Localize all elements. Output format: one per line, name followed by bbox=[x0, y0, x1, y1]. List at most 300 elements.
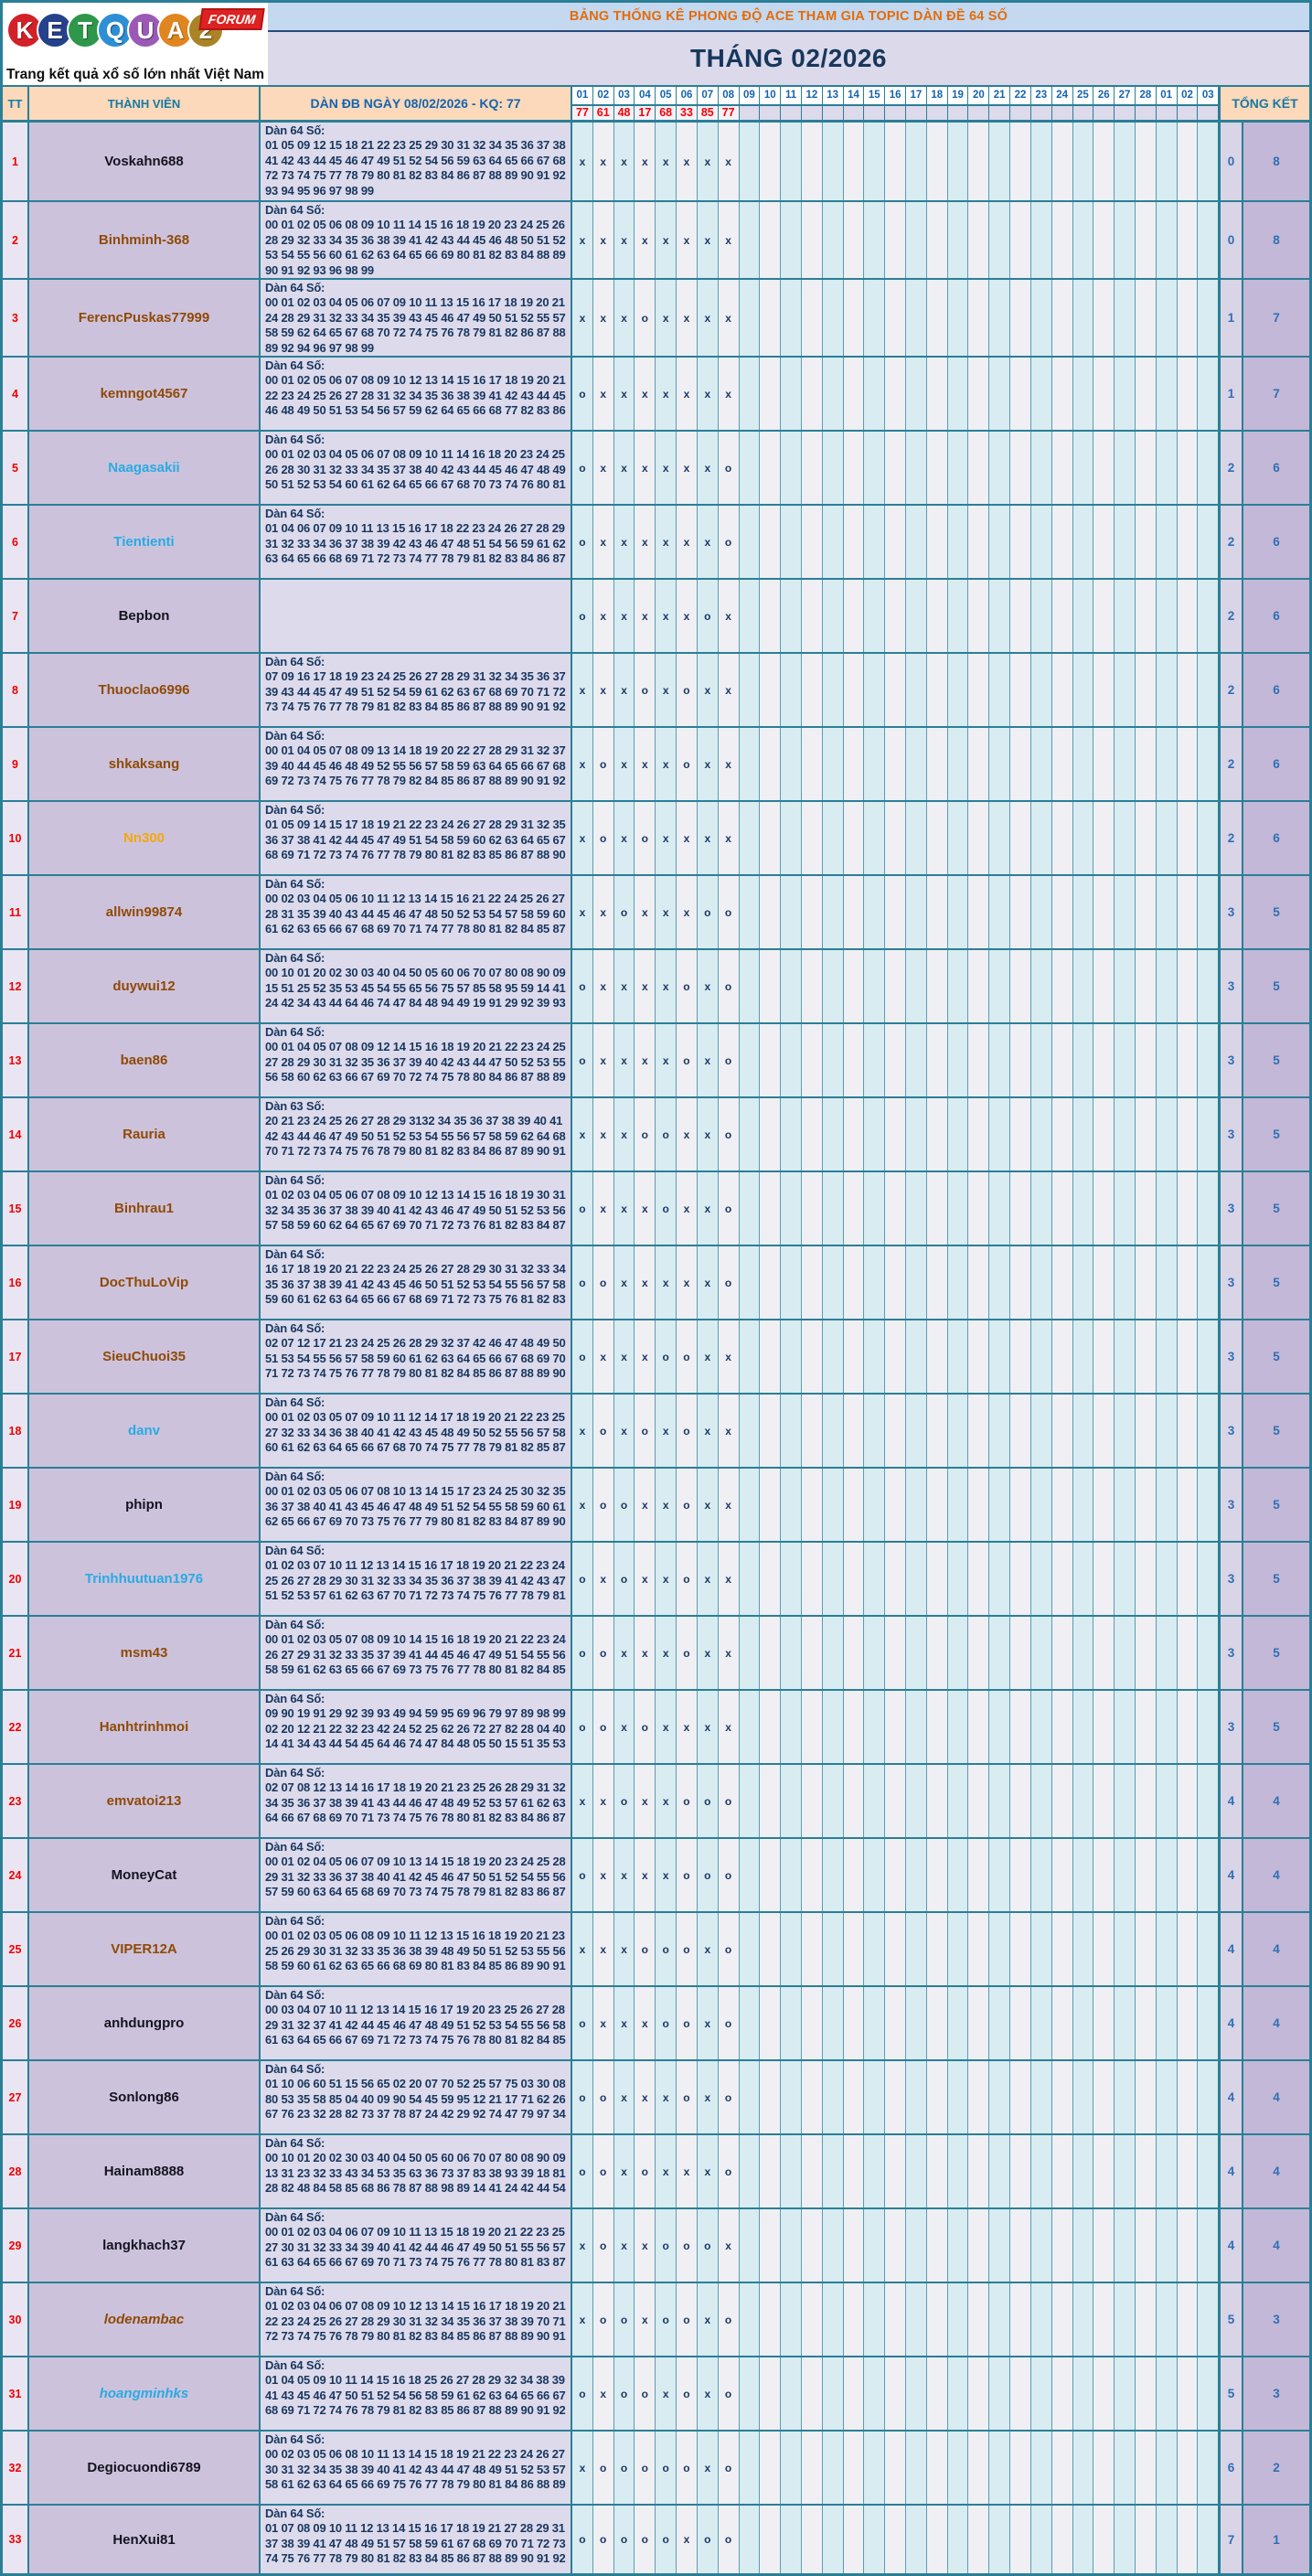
day-mark-cell bbox=[947, 2135, 968, 2207]
day-mark-cell bbox=[822, 1617, 843, 1689]
day-mark-cell bbox=[926, 1617, 947, 1689]
day-mark-cell bbox=[1009, 123, 1030, 200]
summary-hit-count: 4 bbox=[1242, 1839, 1309, 1911]
day-mark-cell bbox=[1009, 1839, 1030, 1911]
day-mark-cell: x bbox=[634, 1320, 655, 1393]
day-mark-cell: x bbox=[718, 202, 739, 278]
day-mark-cell: o bbox=[592, 2061, 613, 2133]
day-mark-cell bbox=[1156, 1913, 1177, 1985]
number-set bbox=[259, 2209, 571, 2282]
day-mark-cell bbox=[1135, 1098, 1156, 1170]
day-mark-cell: o bbox=[572, 506, 592, 578]
day-mark-cell: x bbox=[655, 1691, 676, 1763]
day-mark-cell bbox=[1072, 2432, 1093, 2504]
day-mark-cell bbox=[1135, 1913, 1156, 1985]
day-mark-cell: o bbox=[613, 1765, 635, 1837]
summary-miss-count: 3 bbox=[1218, 1320, 1242, 1393]
day-mark-cell: x bbox=[697, 950, 718, 1022]
number-set bbox=[259, 1024, 571, 1096]
day-mark-cell: x bbox=[718, 358, 739, 430]
summary-miss-count: 3 bbox=[1218, 1395, 1242, 1467]
day-mark-cell bbox=[801, 1320, 822, 1393]
day-result-value: 68 bbox=[655, 106, 676, 120]
result-row bbox=[572, 104, 1218, 120]
day-mark-cell bbox=[1093, 728, 1114, 800]
day-mark-cell bbox=[780, 2061, 801, 2133]
day-mark-cell bbox=[947, 1172, 968, 1245]
day-mark-cell bbox=[843, 123, 864, 200]
day-mark-cell bbox=[1030, 1320, 1051, 1393]
day-marks bbox=[571, 2283, 1218, 2356]
day-mark-cell bbox=[1197, 2432, 1218, 2504]
number-line: 22 23 24 25 26 27 28 31 32 34 35 36 38 39 41 42 43 44 45 bbox=[265, 388, 566, 402]
day-mark-cell: x bbox=[676, 580, 697, 652]
day-mark-cell: x bbox=[697, 1617, 718, 1689]
day-mark-cell bbox=[905, 2506, 926, 2573]
day-mark-cell bbox=[1030, 280, 1051, 356]
day-mark-cell: o bbox=[592, 1691, 613, 1763]
day-mark-cell bbox=[759, 123, 780, 200]
day-mark-cell bbox=[1051, 654, 1072, 726]
day-marks bbox=[571, 1691, 1218, 1763]
day-mark-cell bbox=[801, 358, 822, 430]
day-mark-cell bbox=[1093, 580, 1114, 652]
number-set-label: Dàn 64 Số: bbox=[265, 203, 325, 217]
day-mark-cell: o bbox=[655, 1320, 676, 1393]
day-mark-cell bbox=[1030, 1098, 1051, 1170]
day-result-value bbox=[905, 106, 926, 120]
summary-hit-count: 4 bbox=[1242, 2209, 1309, 2282]
day-result-value bbox=[967, 106, 988, 120]
number-line: 00 10 01 20 02 30 03 40 04 50 05 60 06 70 07 80 08 90 09 bbox=[265, 2151, 566, 2165]
day-mark-cell bbox=[884, 728, 905, 800]
day-mark-cell bbox=[801, 2506, 822, 2573]
number-line: 57 58 59 60 62 64 65 67 69 70 71 72 73 76 81 82 83 84 87 bbox=[265, 1218, 566, 1233]
number-set-label: Dàn 64 Số: bbox=[265, 655, 325, 668]
day-mark-cell bbox=[801, 1098, 822, 1170]
day-mark-cell: o bbox=[676, 1913, 697, 1985]
number-line: 63 64 65 66 68 69 71 72 73 74 77 78 79 81 82 83 84 86 87 bbox=[265, 551, 566, 566]
day-mark-cell: x bbox=[572, 2283, 592, 2356]
day-mark-cell bbox=[1135, 1395, 1156, 1467]
day-mark-cell bbox=[1135, 802, 1156, 874]
day-mark-cell: o bbox=[572, 358, 592, 430]
day-mark-cell bbox=[1093, 2061, 1114, 2133]
day-mark-cell bbox=[863, 2061, 884, 2133]
day-mark-cell bbox=[988, 2135, 1009, 2207]
day-mark-cell bbox=[1114, 876, 1135, 948]
summary-hit-count: 6 bbox=[1242, 506, 1309, 578]
day-mark-cell: x bbox=[613, 2135, 635, 2207]
summary-miss-count: 2 bbox=[1218, 802, 1242, 874]
day-mark-cell bbox=[1177, 2357, 1198, 2430]
day-mark-cell: x bbox=[572, 280, 592, 356]
day-mark-cell bbox=[1156, 1543, 1177, 1615]
number-set-label: Dàn 64 Số: bbox=[265, 2284, 325, 2298]
summary-miss-count: 5 bbox=[1218, 2357, 1242, 2430]
day-mark-cell: x bbox=[592, 202, 613, 278]
day-mark-cell bbox=[759, 2061, 780, 2133]
day-mark-cell bbox=[1093, 876, 1114, 948]
day-mark-cell bbox=[1156, 2209, 1177, 2282]
day-mark-cell: x bbox=[634, 123, 655, 200]
summary-miss-count: 4 bbox=[1218, 1765, 1242, 1837]
day-mark-cell: x bbox=[634, 2061, 655, 2133]
day-mark-cell bbox=[1114, 506, 1135, 578]
day-mark-cell bbox=[1114, 2432, 1135, 2504]
day-mark-cell bbox=[905, 2209, 926, 2282]
day-mark-cell bbox=[926, 1246, 947, 1319]
day-mark-cell bbox=[1135, 123, 1156, 200]
day-mark-cell: x bbox=[697, 2357, 718, 2430]
day-mark-cell bbox=[1177, 580, 1198, 652]
table-row bbox=[3, 874, 1309, 948]
day-mark-cell bbox=[1197, 358, 1218, 430]
day-mark-cell bbox=[1156, 2432, 1177, 2504]
day-mark-cell bbox=[1197, 432, 1218, 504]
day-mark-cell bbox=[884, 1543, 905, 1615]
day-mark-cell bbox=[1135, 654, 1156, 726]
day-result-value bbox=[780, 106, 801, 120]
day-mark-cell: o bbox=[592, 2135, 613, 2207]
day-mark-cell bbox=[1030, 2135, 1051, 2207]
day-mark-cell bbox=[1030, 1246, 1051, 1319]
day-result-value bbox=[947, 106, 968, 120]
number-set-label: Dàn 64 Số: bbox=[265, 729, 325, 743]
day-column-label: 19 bbox=[947, 87, 968, 104]
day-mark-cell bbox=[843, 876, 864, 948]
day-mark-cell bbox=[1156, 2135, 1177, 2207]
number-line: 00 01 02 03 05 07 08 09 10 14 15 16 18 19 20 21 22 23 24 bbox=[265, 1632, 566, 1647]
day-mark-cell bbox=[863, 728, 884, 800]
day-mark-cell: x bbox=[676, 1691, 697, 1763]
day-mark-cell bbox=[780, 1024, 801, 1096]
day-mark-cell bbox=[1197, 1172, 1218, 1245]
day-mark-cell: x bbox=[697, 1320, 718, 1393]
member-name: msm43 bbox=[27, 1617, 259, 1689]
day-mark-cell: o bbox=[572, 1617, 592, 1689]
day-mark-cell bbox=[843, 1469, 864, 1541]
day-mark-cell bbox=[801, 802, 822, 874]
day-mark-cell bbox=[905, 950, 926, 1022]
day-mark-cell bbox=[759, 728, 780, 800]
day-mark-cell: x bbox=[718, 802, 739, 874]
day-mark-cell bbox=[1177, 1395, 1198, 1467]
day-mark-cell bbox=[1009, 1395, 1030, 1467]
day-marks bbox=[571, 876, 1218, 948]
table-row bbox=[3, 430, 1309, 504]
summary-miss-count: 3 bbox=[1218, 1543, 1242, 1615]
day-mark-cell: o bbox=[676, 1024, 697, 1096]
row-number: 16 bbox=[3, 1246, 27, 1319]
day-mark-cell: x bbox=[676, 2135, 697, 2207]
number-set-label: Dàn 64 Số: bbox=[265, 2432, 325, 2446]
day-mark-cell bbox=[1114, 280, 1135, 356]
day-column-label: 04 bbox=[634, 87, 655, 104]
col-header-tt: TT bbox=[3, 87, 27, 120]
day-mark-cell: x bbox=[634, 950, 655, 1022]
summary-miss-count: 2 bbox=[1218, 728, 1242, 800]
day-mark-cell bbox=[1177, 2135, 1198, 2207]
day-mark-cell bbox=[988, 2357, 1009, 2430]
day-mark-cell bbox=[1051, 1617, 1072, 1689]
day-mark-cell: x bbox=[655, 1024, 676, 1096]
day-mark-cell bbox=[1135, 1320, 1156, 1393]
day-mark-cell bbox=[947, 1024, 968, 1096]
number-line: 00 01 02 04 05 06 07 09 10 13 14 15 18 19 20 23 24 25 28 bbox=[265, 1855, 566, 1869]
summary-hit-count: 3 bbox=[1242, 2357, 1309, 2430]
day-mark-cell bbox=[801, 1765, 822, 1837]
day-mark-cell bbox=[801, 2061, 822, 2133]
day-mark-cell bbox=[863, 123, 884, 200]
day-mark-cell bbox=[967, 1024, 988, 1096]
day-mark-cell: o bbox=[676, 1320, 697, 1393]
day-mark-cell bbox=[739, 1024, 760, 1096]
table-row bbox=[3, 278, 1309, 356]
logo-letter: T bbox=[67, 12, 103, 48]
day-mark-cell bbox=[988, 728, 1009, 800]
day-mark-cell bbox=[905, 2357, 926, 2430]
day-mark-cell bbox=[822, 1987, 843, 2059]
table-row bbox=[3, 1689, 1309, 1763]
table-row bbox=[3, 123, 1309, 200]
day-mark-cell bbox=[1197, 506, 1218, 578]
day-mark-cell bbox=[1177, 1172, 1198, 1245]
day-mark-cell bbox=[905, 2061, 926, 2133]
day-mark-cell bbox=[947, 1913, 968, 1985]
day-mark-cell bbox=[1009, 580, 1030, 652]
day-mark-cell bbox=[926, 950, 947, 1022]
day-mark-cell bbox=[905, 1543, 926, 1615]
day-mark-cell bbox=[988, 2506, 1009, 2573]
day-mark-cell bbox=[822, 1839, 843, 1911]
day-result-value bbox=[863, 106, 884, 120]
number-set-label: Dàn 64 Số: bbox=[265, 123, 325, 137]
day-mark-cell: o bbox=[718, 950, 739, 1022]
day-column-label: 08 bbox=[718, 87, 739, 104]
number-line: 01 02 03 07 10 11 12 13 14 15 16 17 18 19 20 21 22 23 24 bbox=[265, 1558, 565, 1573]
day-mark-cell bbox=[947, 802, 968, 874]
day-mark-cell bbox=[1114, 580, 1135, 652]
day-mark-cell bbox=[739, 1320, 760, 1393]
day-mark-cell bbox=[1177, 654, 1198, 726]
day-mark-cell: o bbox=[634, 1691, 655, 1763]
day-mark-cell bbox=[1072, 2283, 1093, 2356]
day-mark-cell bbox=[822, 654, 843, 726]
day-marks bbox=[571, 1172, 1218, 1245]
day-mark-cell bbox=[1177, 1839, 1198, 1911]
day-mark-cell bbox=[1030, 123, 1051, 200]
day-mark-cell bbox=[1051, 876, 1072, 948]
day-mark-cell bbox=[759, 1320, 780, 1393]
row-number: 14 bbox=[3, 1098, 27, 1170]
day-mark-cell: x bbox=[634, 432, 655, 504]
day-mark-cell bbox=[1030, 1395, 1051, 1467]
day-mark-cell bbox=[822, 1469, 843, 1541]
day-mark-cell bbox=[822, 1098, 843, 1170]
day-mark-cell bbox=[780, 802, 801, 874]
day-mark-cell bbox=[780, 1098, 801, 1170]
number-set bbox=[259, 876, 571, 948]
day-mark-cell bbox=[1114, 1098, 1135, 1170]
day-mark-cell bbox=[759, 950, 780, 1022]
day-mark-cell bbox=[863, 1617, 884, 1689]
table-row bbox=[3, 2356, 1309, 2430]
number-line: 67 76 23 32 28 82 73 37 78 87 24 42 29 92 74 47 79 97 34 bbox=[265, 2107, 566, 2122]
day-mark-cell: o bbox=[718, 2506, 739, 2573]
day-result-value: 17 bbox=[634, 106, 655, 120]
day-mark-cell: x bbox=[592, 1987, 613, 2059]
day-mark-cell bbox=[1072, 1543, 1093, 1615]
member-name: FerencPuskas77999 bbox=[27, 280, 259, 356]
day-mark-cell bbox=[1177, 1617, 1198, 1689]
day-mark-cell: x bbox=[718, 728, 739, 800]
day-marks bbox=[571, 1246, 1218, 1319]
day-mark-cell bbox=[843, 1839, 864, 1911]
table-row bbox=[3, 2430, 1309, 2504]
day-mark-cell: o bbox=[676, 654, 697, 726]
day-mark-cell bbox=[1093, 1543, 1114, 1615]
day-mark-cell: x bbox=[634, 2283, 655, 2356]
summary-hit-count: 5 bbox=[1242, 1617, 1309, 1689]
day-mark-cell bbox=[1156, 950, 1177, 1022]
row-number: 33 bbox=[3, 2506, 27, 2573]
day-mark-cell: x bbox=[613, 1691, 635, 1763]
member-name: HenXui81 bbox=[27, 2506, 259, 2573]
day-mark-cell bbox=[988, 1172, 1009, 1245]
day-mark-cell: x bbox=[592, 1839, 613, 1911]
day-mark-cell bbox=[780, 506, 801, 578]
day-mark-cell bbox=[1072, 950, 1093, 1022]
day-result-value bbox=[988, 106, 1009, 120]
summary-hit-count: 8 bbox=[1242, 123, 1309, 200]
day-mark-cell bbox=[1009, 654, 1030, 726]
day-mark-cell: o bbox=[676, 1839, 697, 1911]
day-mark-cell bbox=[863, 1543, 884, 1615]
summary-hit-count: 4 bbox=[1242, 1913, 1309, 1985]
day-result-value bbox=[1177, 106, 1198, 120]
number-set bbox=[259, 1098, 571, 1170]
day-marks bbox=[571, 1543, 1218, 1615]
day-mark-cell bbox=[801, 1469, 822, 1541]
day-marks bbox=[571, 506, 1218, 578]
day-mark-cell bbox=[988, 2209, 1009, 2282]
day-mark-cell bbox=[988, 2283, 1009, 2356]
number-set-label: Dàn 64 Số: bbox=[265, 1321, 325, 1335]
day-mark-cell bbox=[822, 1913, 843, 1985]
table-row bbox=[3, 578, 1309, 652]
day-mark-cell: o bbox=[676, 1987, 697, 2059]
day-mark-cell bbox=[947, 1839, 968, 1911]
day-mark-cell bbox=[947, 1617, 968, 1689]
number-line: 58 59 61 62 63 65 66 67 69 73 75 76 77 78 80 81 82 84 85 bbox=[265, 1662, 566, 1677]
day-mark-cell: o bbox=[676, 1543, 697, 1615]
summary-hit-count: 4 bbox=[1242, 2061, 1309, 2133]
day-mark-cell: x bbox=[655, 876, 676, 948]
number-set bbox=[259, 280, 571, 356]
day-mark-cell bbox=[739, 2283, 760, 2356]
member-name: Degiocuondi6789 bbox=[27, 2432, 259, 2504]
summary-miss-count: 0 bbox=[1218, 202, 1242, 278]
row-number: 2 bbox=[3, 202, 27, 278]
day-mark-cell bbox=[1093, 1024, 1114, 1096]
day-mark-cell bbox=[1051, 506, 1072, 578]
day-mark-cell bbox=[780, 1839, 801, 1911]
day-mark-cell: o bbox=[676, 950, 697, 1022]
day-mark-cell bbox=[1072, 1024, 1093, 1096]
day-mark-cell bbox=[759, 1691, 780, 1763]
day-mark-cell: o bbox=[697, 1839, 718, 1911]
number-set-label: Dàn 64 Số: bbox=[265, 1247, 325, 1261]
day-mark-cell: x bbox=[676, 506, 697, 578]
day-mark-cell bbox=[801, 2283, 822, 2356]
day-mark-cell bbox=[1135, 2432, 1156, 2504]
day-mark-cell: x bbox=[697, 2135, 718, 2207]
number-set-label: Dàn 64 Số: bbox=[265, 2136, 325, 2150]
day-mark-cell bbox=[1051, 1246, 1072, 1319]
summary-hit-count: 4 bbox=[1242, 1765, 1309, 1837]
table-row bbox=[3, 1541, 1309, 1615]
day-mark-cell bbox=[843, 1913, 864, 1985]
day-column-label: 15 bbox=[863, 87, 884, 104]
day-mark-cell bbox=[739, 654, 760, 726]
number-line: 68 69 71 72 73 74 76 77 78 79 80 81 82 83 85 86 87 88 90 bbox=[265, 848, 566, 862]
day-marks bbox=[571, 1913, 1218, 1985]
day-mark-cell bbox=[1177, 2506, 1198, 2573]
day-mark-cell: o bbox=[697, 580, 718, 652]
day-mark-cell bbox=[801, 1691, 822, 1763]
day-mark-cell: x bbox=[634, 1987, 655, 2059]
number-set bbox=[259, 1320, 571, 1393]
day-mark-cell bbox=[739, 432, 760, 504]
day-mark-cell: x bbox=[592, 1913, 613, 1985]
day-mark-cell: o bbox=[572, 1024, 592, 1096]
member-name: Trinhhuutuan1976 bbox=[27, 1543, 259, 1615]
day-column-label: 23 bbox=[1030, 87, 1051, 104]
logo-letter: E bbox=[37, 12, 73, 48]
day-mark-cell bbox=[1135, 2135, 1156, 2207]
row-number: 13 bbox=[3, 1024, 27, 1096]
day-mark-cell: x bbox=[592, 506, 613, 578]
number-set bbox=[259, 2061, 571, 2133]
site-logo[interactable] bbox=[3, 3, 268, 85]
day-marks bbox=[571, 1617, 1218, 1689]
day-mark-cell: x bbox=[634, 1765, 655, 1837]
day-result-value: 77 bbox=[572, 106, 592, 120]
day-mark-cell bbox=[1093, 358, 1114, 430]
day-result-value: 77 bbox=[718, 106, 739, 120]
day-mark-cell bbox=[1156, 1987, 1177, 2059]
summary-miss-count: 0 bbox=[1218, 123, 1242, 200]
day-mark-cell: x bbox=[592, 1024, 613, 1096]
day-mark-cell bbox=[1114, 950, 1135, 1022]
day-mark-cell: o bbox=[655, 2432, 676, 2504]
day-mark-cell bbox=[1197, 876, 1218, 948]
day-mark-cell bbox=[1135, 1469, 1156, 1541]
day-mark-cell bbox=[739, 1765, 760, 1837]
day-mark-cell bbox=[822, 1395, 843, 1467]
day-mark-cell bbox=[780, 202, 801, 278]
day-mark-cell: o bbox=[718, 2432, 739, 2504]
day-mark-cell: o bbox=[634, 1913, 655, 1985]
day-mark-cell: x bbox=[718, 1691, 739, 1763]
summary-hit-count: 6 bbox=[1242, 728, 1309, 800]
day-mark-cell bbox=[967, 1913, 988, 1985]
day-mark-cell bbox=[759, 1617, 780, 1689]
day-mark-cell bbox=[1197, 123, 1218, 200]
day-mark-cell bbox=[1030, 2061, 1051, 2133]
day-mark-cell bbox=[884, 2209, 905, 2282]
